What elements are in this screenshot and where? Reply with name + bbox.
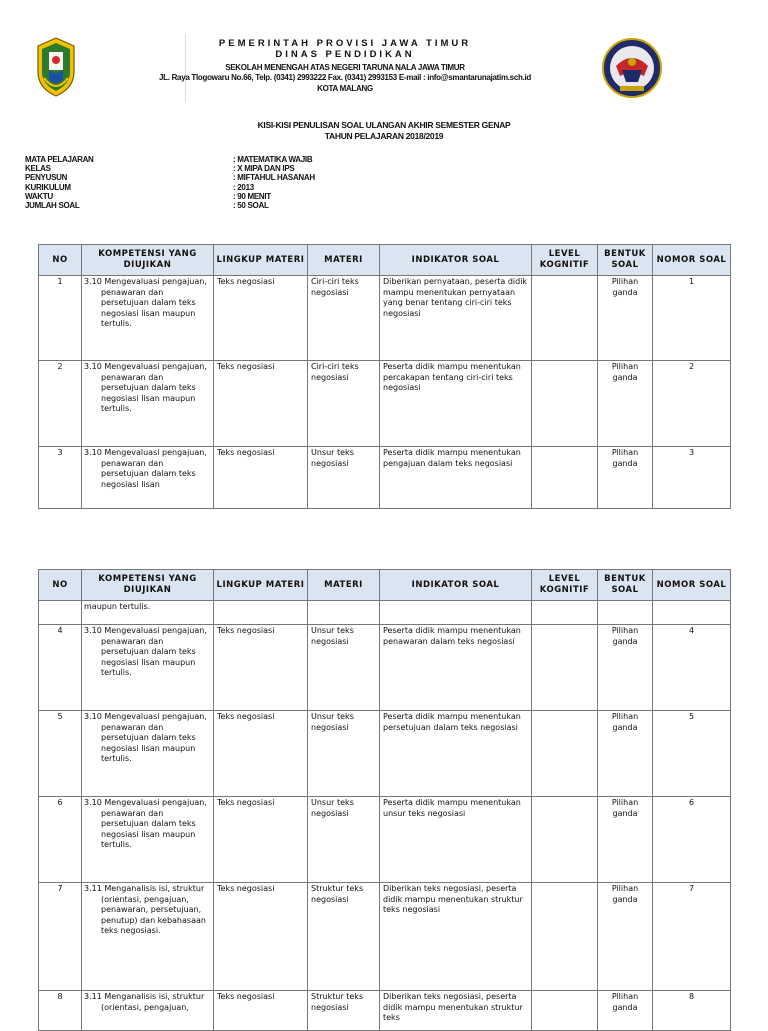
school-address: JL. Raya Tlogowaru No.66, Telp. (0341) 2993222 Fax. (0341) 2993153 E-mail : info@smantarunajatim.sch.id (158, 73, 532, 82)
col-nomor: NOMOR SOAL (653, 245, 731, 276)
academic-year: TAHUN PELAJARAN 2018/2019 (324, 131, 444, 141)
school-name: SEKOLAH MENENGAH ATAS NEGERI TARUNA NALA JAWA TIMUR (225, 63, 465, 72)
table-row: 1 3.10 Mengevaluasi pengajuan, penawaran dan persetujuan dalam teks negosiasi lisan maupun tertulis. Teks negosiasi Ciri-ciri teks negosiasi Diberikan pernyataan, peserta didik mampu menentukan pernyataan yang benar tentang ciri-ciri teks negosiasi Pilihan ganda 1 (39, 276, 731, 361)
table-row: 5 3.10 Mengevaluasi pengajuan, penawaran dan persetujuan dalam teks negosiasi lisan maupun tertulis. Teks negosiasi Unsur teks negosiasi Peserta didik mampu menentukan persetujuan dalam teks negosiasi Pilihan ganda 5 (39, 711, 731, 797)
table-row: 2 3.10 Mengevaluasi pengajuan, penawaran dan persetujuan dalam teks negosiasi lisan maupun tertulis. Teks negosiasi Ciri-ciri teks negosiasi Peserta didik mampu menentukan percakapan tentang ciri-ciri teks negosiasi Pilihan ganda 2 (39, 361, 731, 447)
east-java-emblem-icon (34, 36, 78, 98)
info-row: JUMLAH SOAL : 50 SOAL (25, 200, 269, 210)
col-nomor: NOMOR SOAL (653, 570, 731, 601)
col-no: NO (39, 570, 82, 601)
info-row: WAKTU : 90 MENIT (25, 191, 271, 201)
col-lingkup: LINGKUP MATERI (214, 570, 308, 601)
school-city: KOTA MALANG (317, 84, 373, 93)
col-lingkup: LINGKUP MATERI (214, 245, 308, 276)
col-materi: MATERI (308, 570, 380, 601)
kisi-table-page1 (38, 244, 731, 509)
col-kompetensi: KOMPETENSI YANG DIUJIKAN (82, 245, 214, 276)
table-row: 3 3.10 Mengevaluasi pengajuan, penawaran dan persetujuan dalam teks negosiasi lisan Teks negosiasi Unsur teks negosiasi Peserta didik mampu menentukan pengajuan dalam teks negosiasi Pilihan ganda 3 (39, 447, 731, 509)
info-row: KELAS : X MIPA DAN IPS (25, 164, 295, 174)
col-materi: MATERI (308, 245, 380, 276)
kisi-table-page2 (38, 569, 731, 1031)
document-title: KISI-KISI PENULISAN SOAL ULANGAN AKHIR SEMESTER GENAP (257, 120, 511, 130)
table-row: maupun tertulis. (39, 601, 731, 625)
col-level: LEVEL KOGNITIF (532, 245, 598, 276)
school-seal-icon (600, 36, 664, 100)
col-kompetensi: KOMPETENSI YANG DIUJIKAN (82, 570, 214, 601)
col-bentuk: BENTUK SOAL (598, 245, 653, 276)
col-bentuk: BENTUK SOAL (598, 570, 653, 601)
government-name: PEMERINTAH PROVISI JAWA TIMUR (218, 38, 472, 49)
info-row: MATA PELAJARAN : MATEMATIKA WAJIB (25, 155, 313, 164)
document-info (25, 155, 525, 210)
table-row: 8 3.11 Menganalisis isi, struktur (orientasi, pengajuan, Teks negosiasi Struktur teks negosiasi Diberikan teks negosiasi, peserta didik mampu menentukan struktur teks Pilihan ganda 8 (39, 991, 731, 1031)
col-level: LEVEL KOGNITIF (532, 570, 598, 601)
table-row: 4 3.10 Mengevaluasi pengajuan, penawaran dan persetujuan dalam teks negosiasi lisan maupun tertulis. Teks negosiasi Unsur teks negosiasi Peserta didik mampu menentukan penawaran dalam teks negosiasi Pilihan ganda 4 (39, 625, 731, 711)
table-row: 7 3.11 Menganalisis isi, struktur (orientasi, pengajuan, penawaran, persetujuan, penutup) dan kebahasaan teks negosiasi. Teks negosiasi Struktur teks negosiasi Diberikan teks negosiasi, peserta didik mampu menentukan struktur teks negosiasi Pilihan ganda 7 (39, 883, 731, 991)
department-name: DINAS PENDIDIKAN (275, 49, 415, 60)
table-row: 6 3.10 Mengevaluasi pengajuan, penawaran dan persetujuan dalam teks negosiasi lisan maupun tertulis. Teks negosiasi Unsur teks negosiasi Peserta didik mampu menentukan unsur teks negosiasi Pilihan ganda 6 (39, 797, 731, 883)
col-no: NO (39, 245, 82, 276)
col-indikator: INDIKATOR SOAL (380, 570, 532, 601)
col-indikator: INDIKATOR SOAL (380, 245, 532, 276)
letterhead (0, 34, 768, 104)
info-row: PENYUSUN : MIFTAHUL HASANAH (25, 173, 315, 183)
info-row: KURIKULUM : 2013 (25, 182, 254, 192)
